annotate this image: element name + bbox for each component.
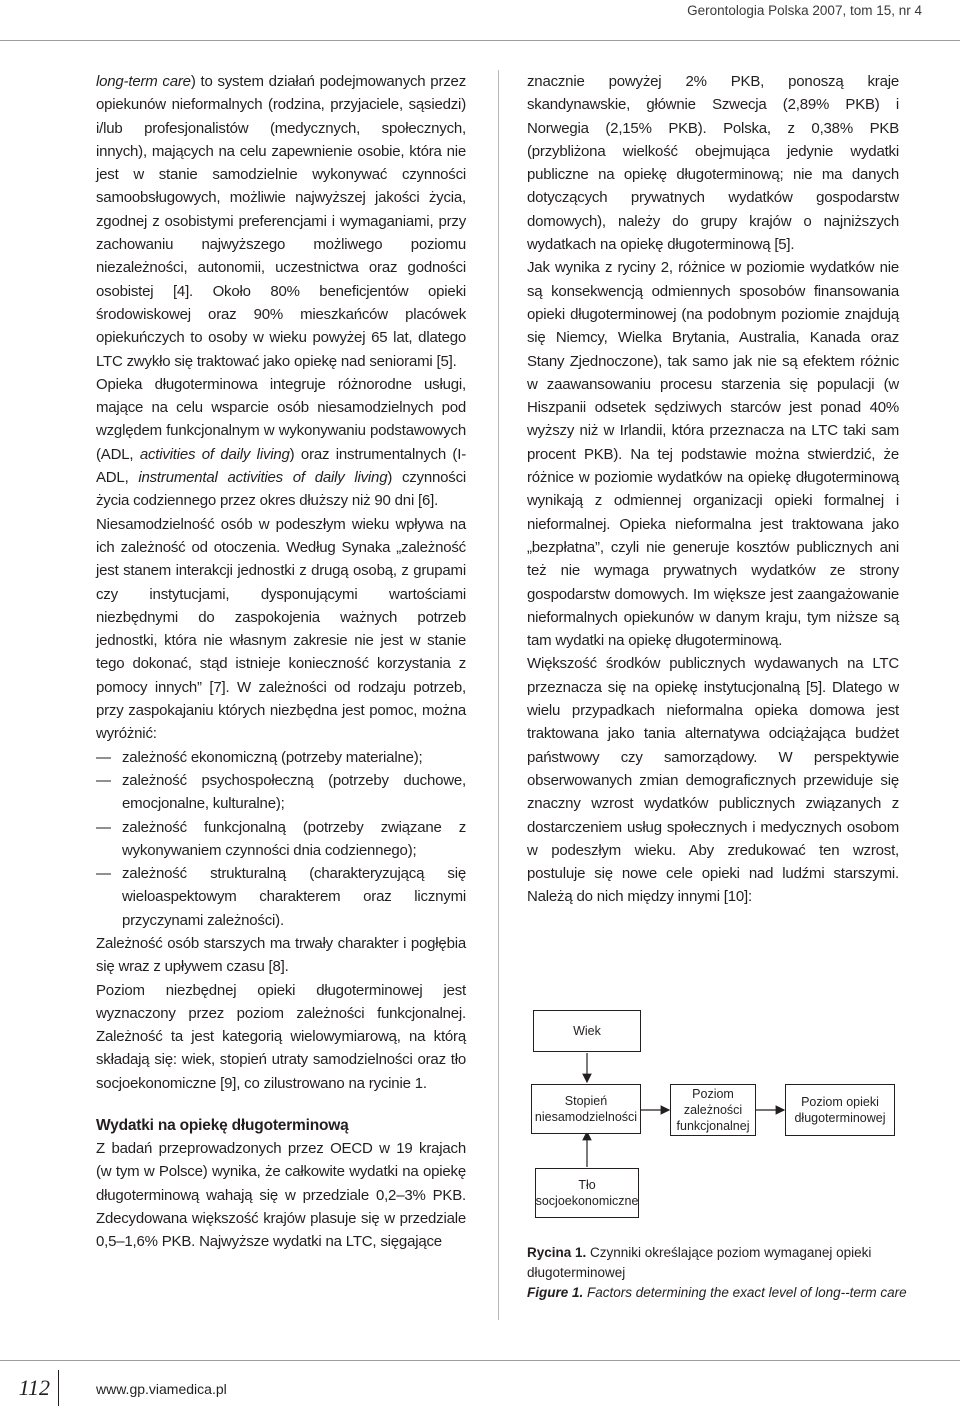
italic-term: long-term care <box>96 73 191 90</box>
paragraph-ltc-definition: long-term care) to system działań podejmowanych przez opiekunów nieformalnych (rodzina, przyjaciele, sąsiedzi) i/lub profesjonalistów (medycznych, społecznych, innych), mających na celu zapewnienie osobie, która nie jest w stanie samodzielnie wykonywać czynności samoobsługowych, możliwie najwyższej jakości życia, zgodnej z osobistymi preferencjami i wymaganiami, przy zachowaniu najwyższego możliwego poziomu niezależności, autonomii, uczestnictwa oraz godności osobistej [4]. Około 80% beneficjentów opieki środowiskowej oraz 90% mieszkańców placówek opiekuńczych to osoby w wieku powyżej 65 lat, dlatego LTC zwykło się traktować jako opiekę nad seniorami [5]. <box>96 73 466 370</box>
paragraph-integration: Opieka długoterminowa integruje różnorodne usługi, mające na celu wsparcie osób niesamodzielnych pod względem funkcjonalnym w wykonywaniu podstawowych (ADL, activities of daily living) oraz instrumentalnych (I-ADL, instrumental activities of daily living) czynności życia codziennego przez okres dłuższy niż 90 dni [6]. <box>96 375 467 510</box>
paragraph-public-funds: Większość środków publicznych wydawanych na LTC przeznacza się na opiekę instytucjonalną [5]. Dlatego w wielu przypadkach nieformalna opieka domowa jest traktowana jako tania alternatywa odciążająca budżet państwowy czy samorządowy. W perspektywie obserwowanych zmian demograficznych przewiduje się znaczny wzrost wydatków publicznych związanych z dostarczeniem usług społecznych i medycznych osobom w podeszłym wieku. Aby zredukować ten wzrost, postuluje się nowe cele opieki nad ludźmi starszymi. Należą do nich między innymi [10]: <box>527 655 899 906</box>
box-ltc-level: Poziom opieki długoterminowej <box>785 1084 895 1136</box>
right-column <box>527 70 899 909</box>
column-divider <box>498 70 499 1320</box>
box-age: Wiek <box>533 1010 641 1052</box>
figure-caption <box>527 1243 907 1303</box>
paragraph-scandinavia: znacznie powyżej 2% PKB, ponoszą kraje skandynawskie, głównie Szwecja (2,89% PKB) i Norwegia (2,15% PKB). Polska, z 0,38% PKB (przybliżona wielkość obejmująca jedynie wydatki publiczne na opiekę długoterminową; nie ma danych dotyczących prywatnych wydatków gospodarstw domowych), należy do grupy krajów o najniższych wydatkach na opiekę długoterminową [5]. <box>527 73 899 254</box>
figure-1-diagram <box>527 1000 907 1230</box>
left-column <box>96 70 466 1254</box>
journal-title: Gerontologia Polska 2007, tom 15, nr 4 <box>687 3 922 18</box>
paragraph-dependence: Niesamodzielność osób w podeszłym wieku wpływa na ich zależność od otoczenia. Według Synaka „zależność jest stanem interakcji jednostki z drugą osobą, z grupami czy instytucjami, dysponującymi wartościami niezbędnymi do zaspokojenia ważnych potrzeb jednostki, która nie własnym zakresie nie jest w stanie tego dokonać, stąd istnieje konieczność korzystania z pomocy innych” [7]. W zależności od rodzaju potrzeb, przy zaspokajaniu których niezbędna jest pomoc, można wyróżnić: <box>96 515 466 743</box>
paragraph-oecd: Z badań przeprowadzonych przez OECD w 19 krajach (w tym w Polsce) wynika, że całkowite wydatki na opiekę długoterminową wahają się w przedziale 0,2–3% PKB. Zdecydowana większość krajów plasuje się w przedziale 0,5–1,6% PKB. Najwyższe wydatki na LTC, sięgające <box>96 1140 466 1251</box>
paragraph-permanent: Zależność osób starszych ma trwały charakter i pogłębia się wraz z upływem czasu [8]. <box>96 934 466 976</box>
paragraph-care-level: Poziom niezbędnej opieki długoterminowej jest wyznaczony przez poziom zależności funkcjonalnej. Zależność ta jest kategorią wielowymiarową, na którą składają się: wiek, stopień utraty samodzielności oraz tło socjoekonomiczne [9], co zilustrowano na rycinie 1. <box>96 981 466 1092</box>
page-number: 112 <box>0 1370 59 1406</box>
list-item: — zależność funkcjonalną (potrzeby związane z wykonywaniem czynności dnia codziennego); <box>96 818 466 859</box>
running-head <box>0 0 960 41</box>
list-item: — zależność strukturalną (charakteryzującą się wieloaspektowym charakterem oraz licznymi przyczynami zależności). <box>96 865 466 929</box>
list-item: — zależność ekonomiczną (potrzeby materialne); <box>96 748 423 766</box>
footer-rule <box>0 1360 960 1361</box>
paragraph-differences: Jak wynika z ryciny 2, różnice w poziomie wydatków nie są konsekwencją odmiennych sposobów finansowania opieki długoterminowej (na podobnym poziomie znajdują się Niemcy, Wielka Brytania, Australia, Kanada oraz Stany Zjednoczone), tak samo jak nie są efektem różnic w zaawansowaniu procesu starzenia się populacji (w Hiszpanii odsetek sędziwych starców jest ponad 40% wyższy niż w Irlandii, która przeznacza na LTC taki sam procent PKB). Na tej podstawie można stwierdzić, że różnice w poziomie wydatków na opiekę długoterminową wynikają z odmiennej organizacji opieki formalnej i nieformalnej. Opieka nieformalna jest traktowana jako „bezpłatna”, czyli nie generuje kosztów publicznych ani też nie wymaga prywatnych wydatków ze strony gospodarstw domowych. Im większe jest zaangażowanie nieformalnych opiekunów w danym kraju, tym niższe są tam wydatki na opiekę długoterminową. <box>527 259 899 650</box>
box-functional-dependence: Poziom zależności funkcjonalnej <box>670 1084 756 1136</box>
box-socioeconomic: Tło socjoekonomiczne <box>535 1168 639 1218</box>
caption-english: Figure 1. Factors determining the exact level of long--term care <box>527 1285 907 1300</box>
box-independence-degree: Stopień niesamodzielności <box>531 1084 641 1134</box>
caption-polish: Rycina 1. Czynniki określające poziom wymaganej opieki długoterminowej <box>527 1245 872 1280</box>
section-heading: Wydatki na opiekę długoterminową <box>96 1117 349 1135</box>
footer-url[interactable]: www.gp.viamedica.pl <box>96 1381 227 1397</box>
list-item: — zależność psychospołeczną (potrzeby duchowe, emocjonalne, kulturalne); <box>96 771 466 813</box>
dependence-types-list <box>96 746 466 932</box>
